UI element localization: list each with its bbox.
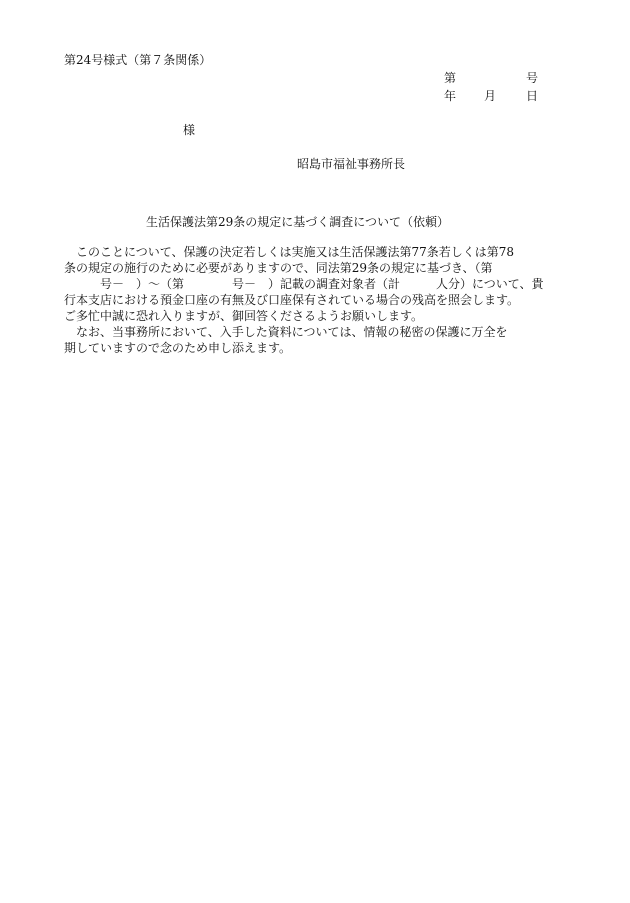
recipient-suffix: 様 [183, 123, 196, 137]
body-line: 行本支店における預金口座の有無及び口座保有されている場合の残高を照会します。 [64, 293, 520, 307]
document-title: 生活保護法第29条の規定に基づく調査について（依頼） [146, 215, 450, 229]
body-line: ご多忙中誠に恐れ入りますが、御回答くださるようお願いします。 [64, 309, 424, 323]
date-year: 年 [444, 89, 457, 103]
form-label: 第24号様式（第７条関係） [64, 53, 212, 67]
body-line: 期していますので念のため申し添えます。 [64, 341, 292, 355]
document-body [64, 244, 574, 356]
body-line: このことについて、保護の決定若しくは実施又は生活保護法第77条若しくは第78 [64, 245, 515, 259]
doc-number-suffix: 号 [526, 71, 539, 85]
date-month: 月 [484, 89, 497, 103]
body-line: 号－ ）～（第 号－ ）記載の調査対象者（計 人分）について、貴 [64, 277, 544, 291]
doc-number-prefix: 第 [444, 71, 457, 85]
date-day: 日 [526, 89, 539, 103]
body-line: 条の規定の施行のために必要がありますので、同法第29条の規定に基づき、（第 [64, 261, 493, 275]
sender-name: 昭島市福祉事務所長 [297, 157, 406, 171]
body-line: なお、当事務所において、入手した資料については、情報の秘密の保護に万全を [64, 325, 508, 339]
